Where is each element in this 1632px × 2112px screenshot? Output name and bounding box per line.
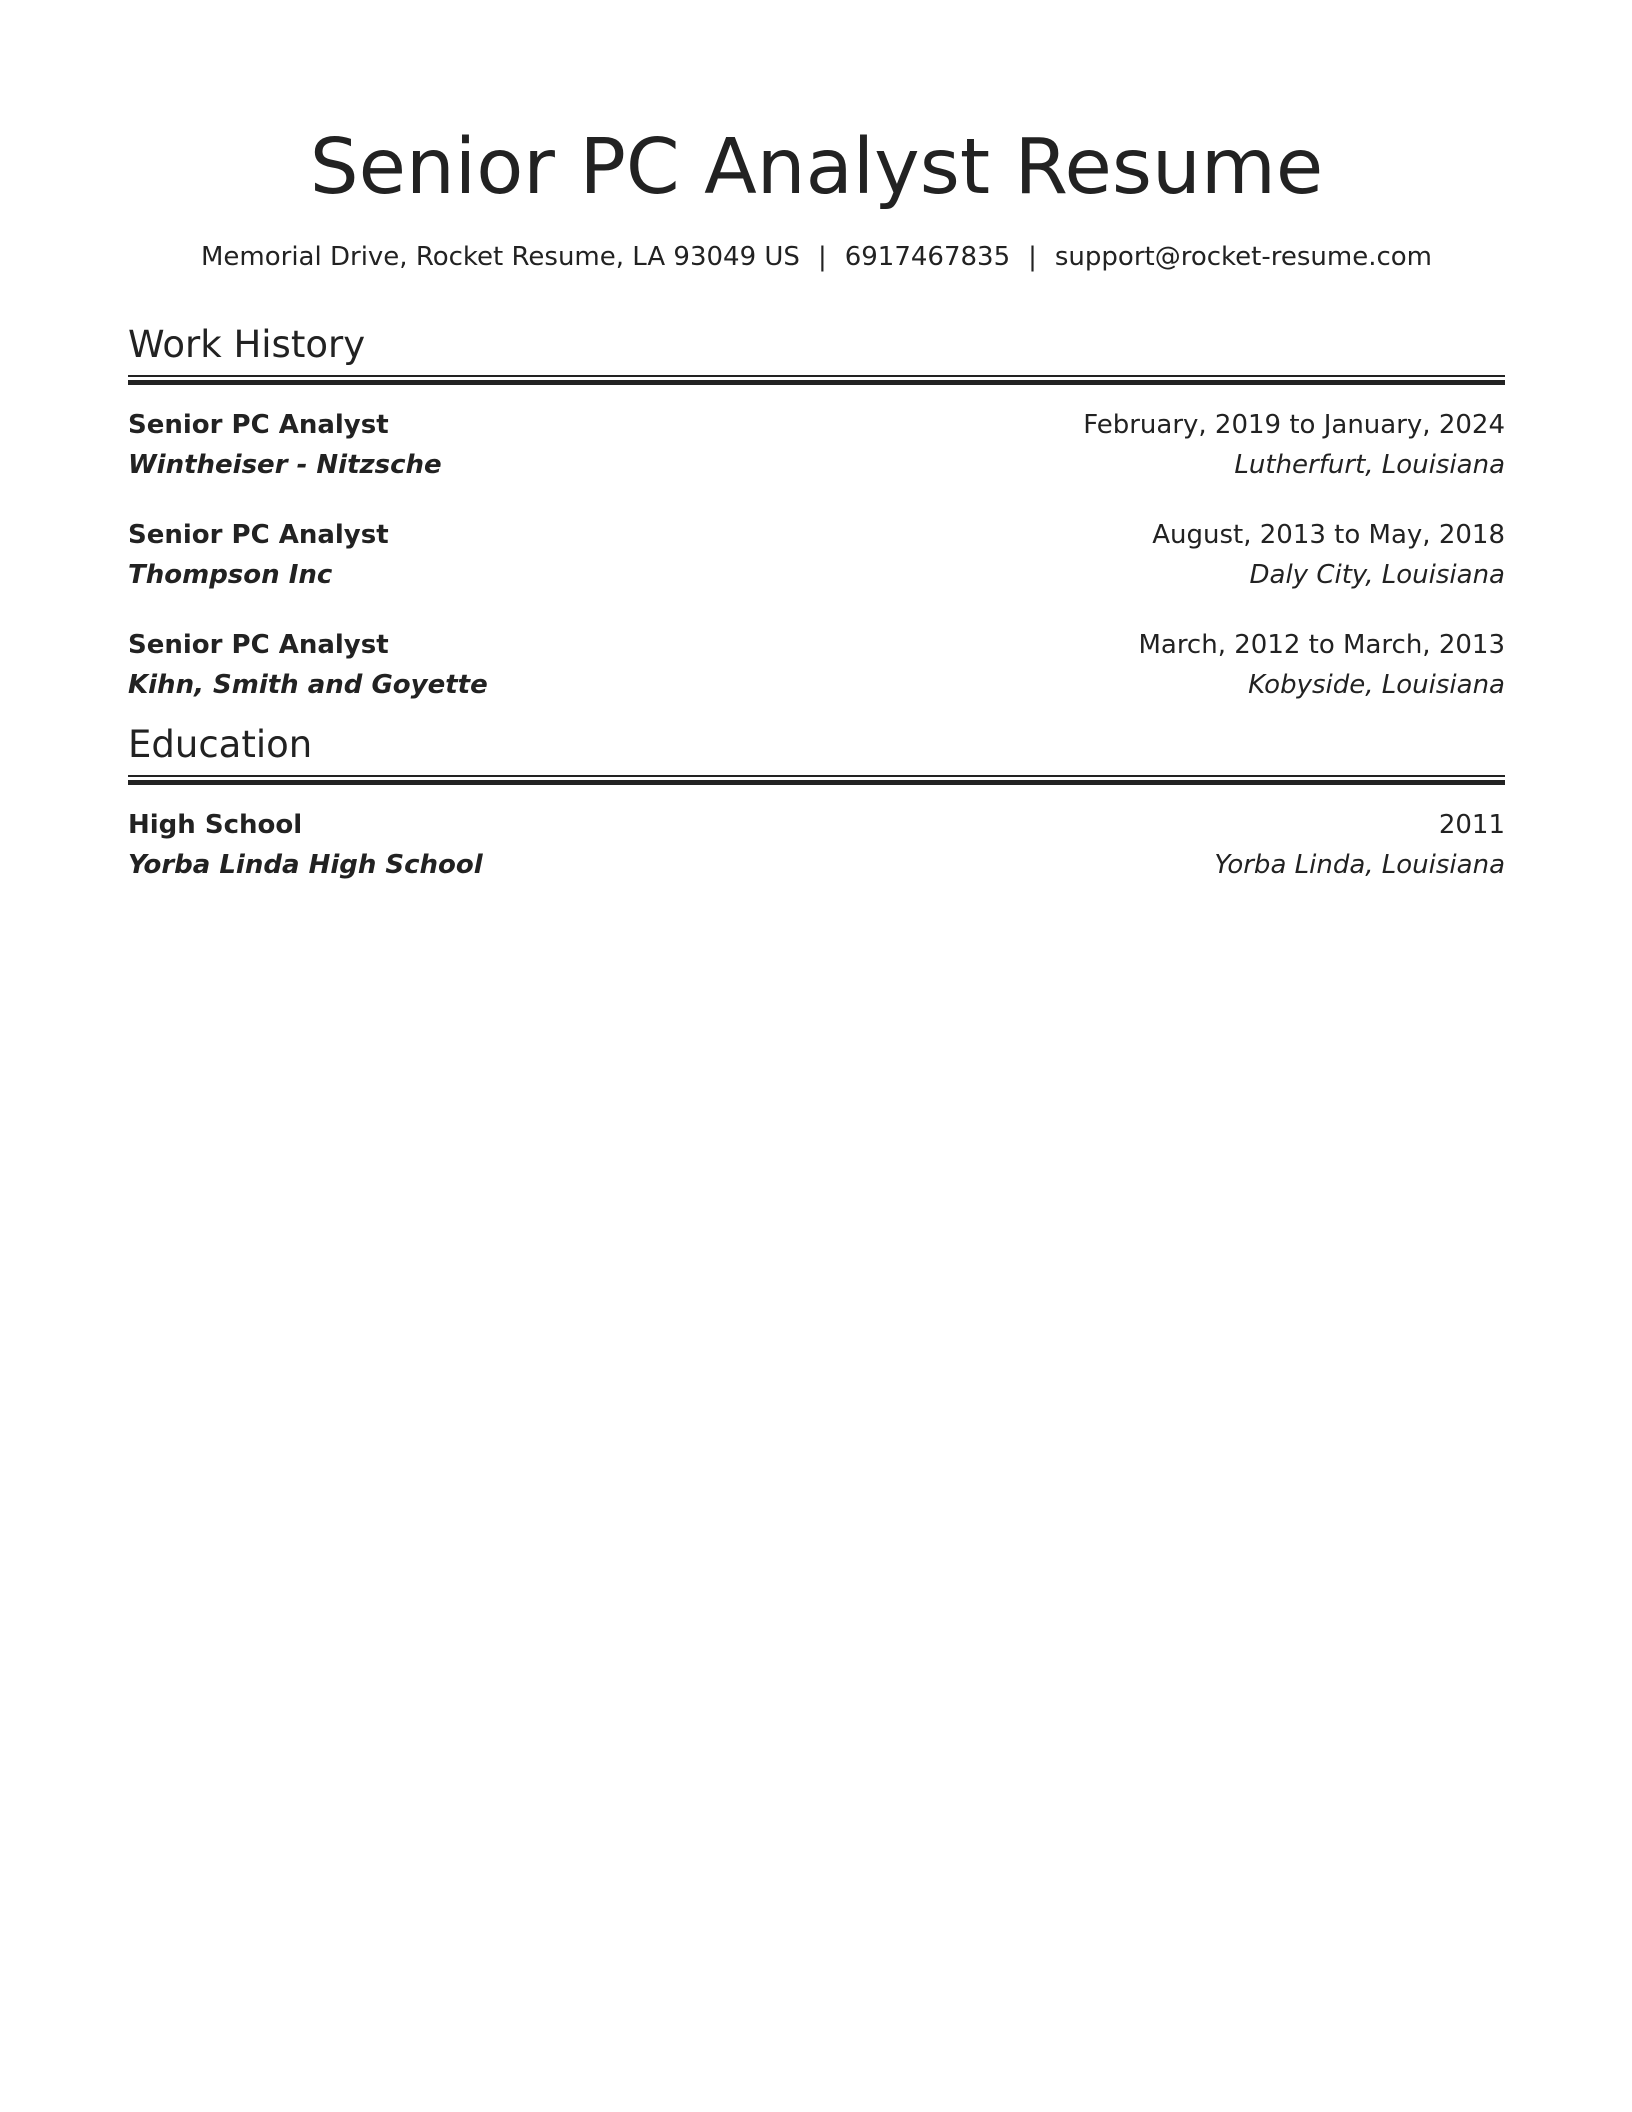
job-location: Daly City, Louisiana bbox=[1249, 560, 1505, 590]
company-name: Kihn, Smith and Goyette bbox=[128, 670, 488, 700]
job-location: Lutherfurt, Louisiana bbox=[1234, 450, 1505, 480]
degree-name: High School bbox=[128, 810, 303, 840]
contact-address: Memorial Drive, Rocket Resume, LA 93049 US bbox=[200, 242, 800, 272]
contact-email: support@rocket-resume.com bbox=[1054, 242, 1432, 272]
job-dates: March, 2012 to March, 2013 bbox=[1138, 630, 1505, 660]
contact-separator: | bbox=[1028, 242, 1037, 272]
work-history-section bbox=[128, 323, 1505, 705]
company-name: Thompson Inc bbox=[128, 560, 333, 590]
education-section bbox=[128, 723, 1505, 885]
section-divider bbox=[128, 775, 1505, 785]
work-entry bbox=[128, 515, 1505, 595]
contact-separator: | bbox=[817, 242, 827, 272]
job-title: Senior PC Analyst bbox=[128, 520, 389, 550]
work-entry bbox=[128, 625, 1505, 705]
company-name: Wintheiser - Nitzsche bbox=[128, 450, 442, 480]
resume-title: Senior PC Analyst Resume bbox=[309, 123, 1324, 212]
resume-header bbox=[128, 0, 1505, 273]
job-title: Senior PC Analyst bbox=[128, 410, 389, 440]
contact-phone: 6917467835 bbox=[844, 242, 1011, 272]
school-location: Yorba Linda, Louisiana bbox=[1214, 850, 1505, 880]
job-location: Kobyside, Louisiana bbox=[1248, 670, 1505, 700]
section-divider bbox=[128, 375, 1505, 385]
graduation-year: 2011 bbox=[1438, 810, 1505, 840]
school-name: Yorba Linda High School bbox=[128, 850, 483, 880]
work-entry bbox=[128, 405, 1505, 485]
education-heading: Education bbox=[128, 723, 313, 766]
contact-line bbox=[128, 241, 1505, 273]
job-dates: August, 2013 to May, 2018 bbox=[1152, 520, 1505, 550]
work-history-heading: Work History bbox=[128, 323, 366, 366]
job-dates: February, 2019 to January, 2024 bbox=[1083, 410, 1505, 440]
job-title: Senior PC Analyst bbox=[128, 630, 389, 660]
education-entry bbox=[128, 805, 1505, 885]
